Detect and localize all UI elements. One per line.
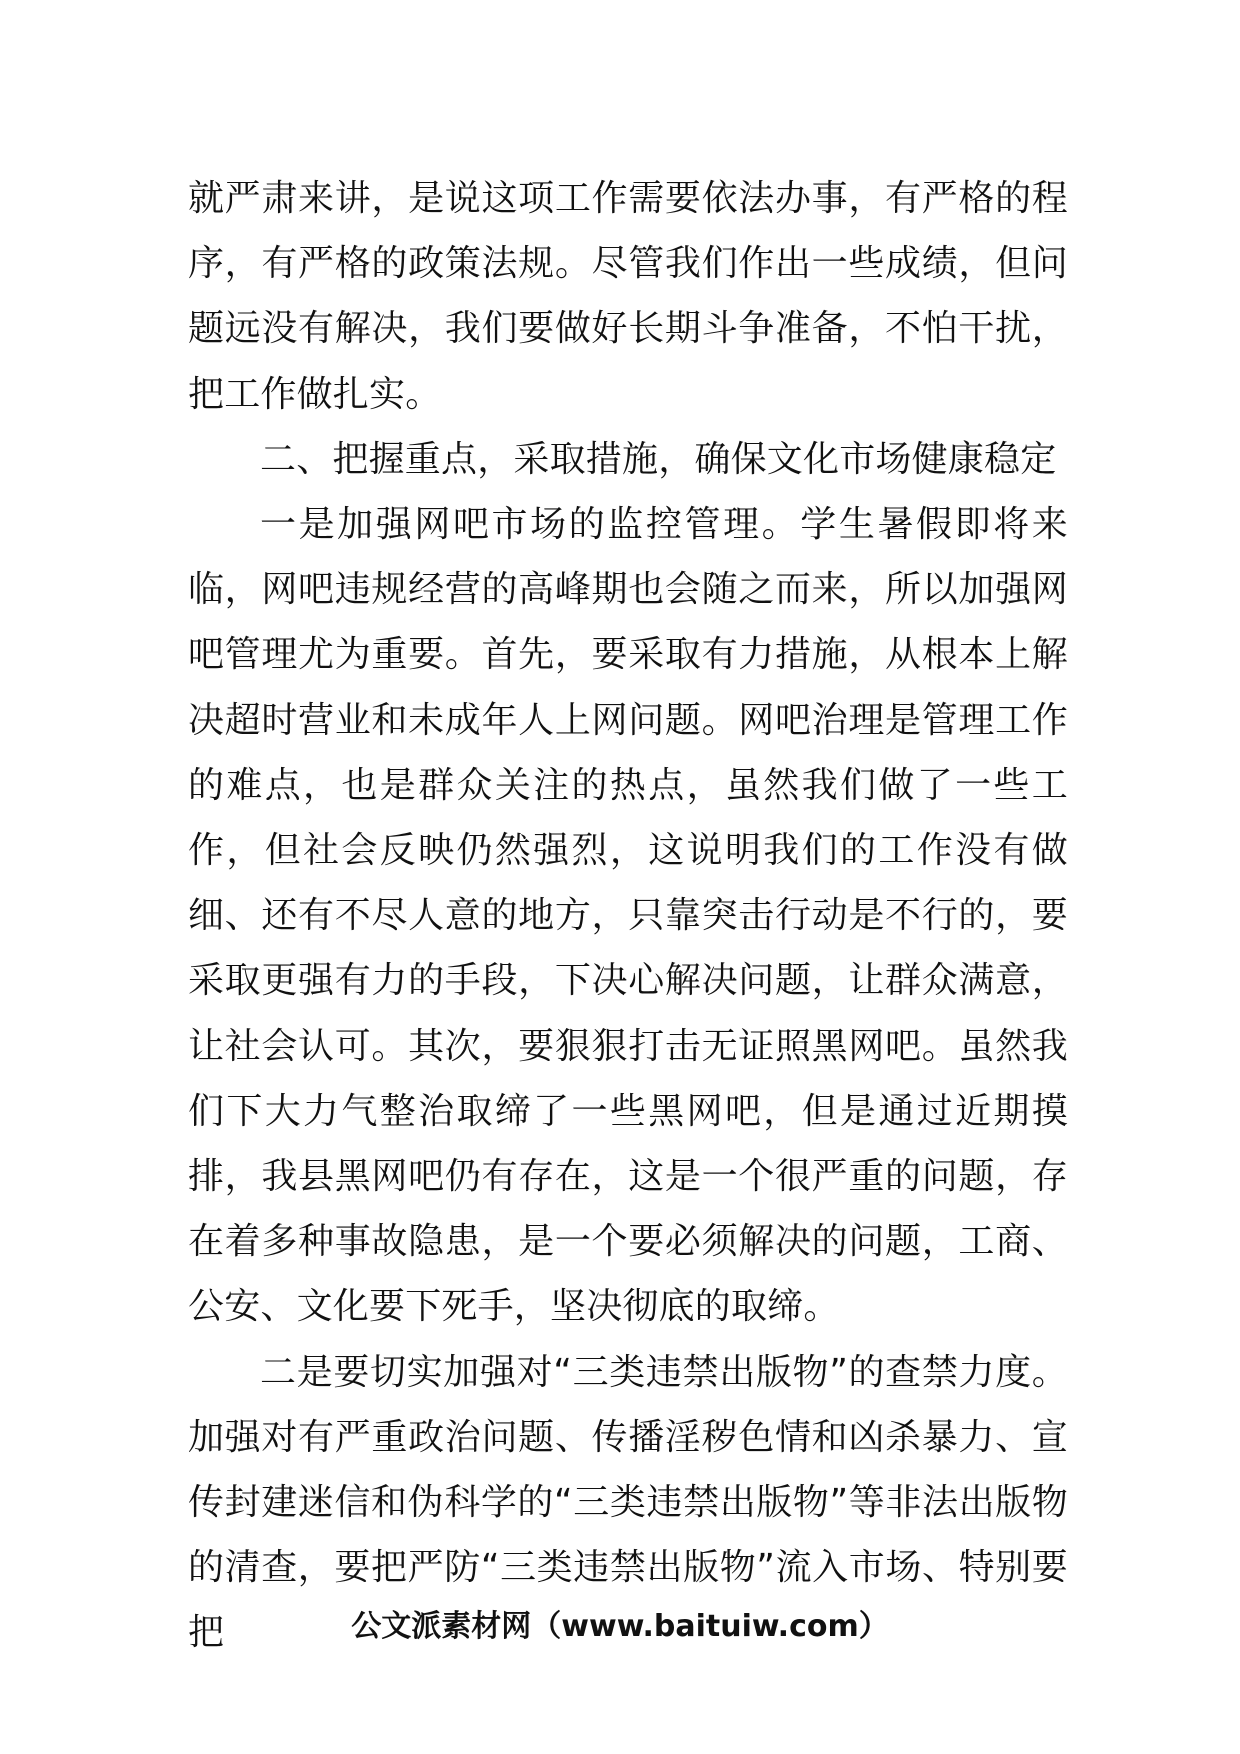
footer-watermark: 公文派素材网（www.baituiw.com）: [351, 1609, 889, 1644]
section-heading: 二、把握重点，采取措施，确保文化市场健康稳定: [260, 438, 1057, 480]
paragraph-internet-cafe: 一是加强网吧市场的监控管理。学生暑假即将来临，网吧违规经营的高峰期也会随之而来，所以加强网吧管理尤为重要。首先，要采取有力措施，从根本上解决超时营业和未成年人上网问题。网吧治理是管理工作的难点，也是群众关注的热点，虽然我们做了一些工作，但社会反映仍然强烈，这说明我们的工作没有做细、还有不尽人意的地方，只靠突击行动是不行的，要采取更强有力的手段，下决心解决问题，让群众满意，让社会认可。其次，要狠狠打击无证照黑网吧。虽然我们下大力气整治取缔了一些黑网吧，但是通过近期摸排，我县黑网吧仍有存在，这是一个很严重的问题，存在着多种事故隐患，是一个要必须解决的问题，工商、公安、文化要下死手，坚决彻底的取缔。: [188, 504, 1068, 1328]
paragraph-continuation: 就严肃来讲，是说这项工作需要依法办事，有严格的程序，有严格的政策法规。尽管我们作出一些成绩，但问题远没有解决，我们要做好长期斗争准备，不怕干扰，把工作做扎实。: [188, 178, 1068, 415]
document-body: [188, 166, 1068, 1666]
paragraph-prohibited-publications: 二是要切实加强对“三类违禁出版物”的查禁力度。加强对有严重政治问题、传播淫秽色情和凶杀暴力、宣传封建迷信和伪科学的“三类违禁出版物”等非法出版物的清查，要把严防“三类违禁出版物”流入市场、特别要把: [188, 1351, 1068, 1654]
